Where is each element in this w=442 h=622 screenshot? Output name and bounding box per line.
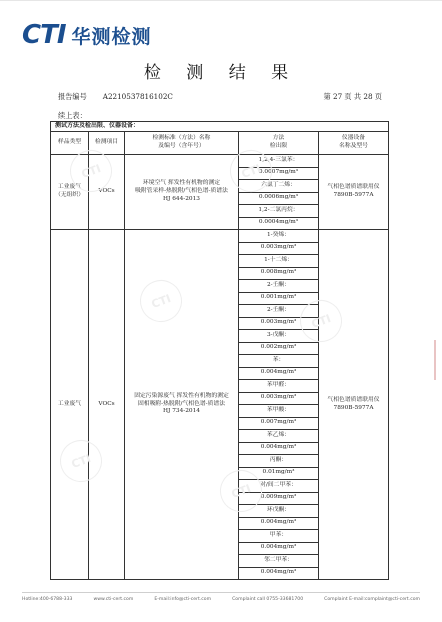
detection-limit-cell: 对/间二甲苯： (239, 480, 319, 493)
detection-limit-cell: 苯乙烯： (239, 430, 319, 443)
header-item: 检测项目 (89, 132, 125, 155)
footer-email: E-mail:info@cti-cert.com (154, 597, 212, 602)
header-standard: 检测标准（方法）名称 及编号（含年号） (125, 132, 239, 155)
table-header-row (51, 132, 389, 155)
detection-limit-cell: 0.0007mg/m³ (239, 167, 319, 180)
table-row (51, 155, 389, 168)
cti-watermark: CTI (294, 294, 348, 348)
report-number-value: A2210537816102C (102, 92, 173, 101)
detection-limit-cell: 0.004mg/m³ (239, 567, 319, 580)
footer-complaint-call: Complaint call 0755-33681700 (232, 597, 304, 602)
test-item-cell: VOCs (89, 230, 125, 580)
detection-limit-cell: 0.008mg/m³ (239, 267, 319, 280)
footer-complaint-email: Complaint E-mail:complaint@cti-cert.com (324, 597, 420, 602)
continued-label: 续上表： (58, 111, 87, 120)
detection-limit-cell: 0.003mg/m³ (239, 392, 319, 405)
test-item-cell: VOCs (89, 155, 125, 230)
instrument-cell: 气相色谱质谱联用仪 7890B-5977A (319, 230, 389, 580)
standard-cell: 环境空气 挥发性有机物的测定 吸附管采样-热脱附/气相色谱-质谱法 HJ 644-2013 (125, 155, 239, 230)
sample-type-cell: 工业废气 （无组织） (51, 155, 89, 230)
detection-limit-cell: 0.003mg/m³ (239, 317, 319, 330)
page-indicator: 第 27 页 共 28 页 (323, 92, 382, 101)
detection-limit-cell: 0.0006mg/m³ (239, 192, 319, 205)
detection-limit-cell: 0.003mg/m³ (239, 242, 319, 255)
report-number-label: 报告编号 (58, 92, 87, 101)
cti-watermark: CTI (64, 144, 118, 198)
section-title: 测试方法及检出限、仪器设备： (51, 122, 389, 132)
cti-watermark: CTI (134, 274, 188, 328)
document-title: 检 测 结 果 (143, 63, 299, 83)
cti-watermark: CTI (54, 434, 108, 488)
footer-hotline: Hotline:400-6788-333 (22, 597, 73, 602)
detection-limit-cell: 2-壬酮： (239, 305, 319, 318)
detection-limit-cell: 丙酮： (239, 455, 319, 468)
header-method: 方法 检出限 (239, 132, 319, 155)
detection-limit-cell: 1-癸烯： (239, 230, 319, 243)
detection-limit-cell: 苯甲醛： (239, 380, 319, 393)
cti-watermark: CTI (214, 464, 268, 518)
group2-rows (51, 230, 389, 580)
detection-limit-cell: 邻二甲苯： (239, 555, 319, 568)
page-top-border (0, 0, 442, 1)
detection-limit-cell: 环戊酮： (239, 505, 319, 518)
company-logo (22, 20, 152, 50)
detection-limit-cell: 0.004mg/m³ (239, 542, 319, 555)
detection-limit-cell: 苯甲酸： (239, 405, 319, 418)
table-row (51, 230, 389, 243)
group1-rows (51, 155, 389, 230)
detection-limit-cell: 0.001mg/m³ (239, 292, 319, 305)
table-section-header (51, 122, 389, 132)
detection-limit-cell: 0.0004mg/m³ (239, 217, 319, 230)
page-footer (22, 597, 420, 602)
test-method-table (50, 121, 389, 580)
detection-limit-cell: 3-戊酮： (239, 330, 319, 343)
detection-limit-cell: 0.004mg/m³ (239, 367, 319, 380)
detection-limit-cell: 0.009mg/m³ (239, 492, 319, 505)
header-instrument: 仪器设备 名称及型号 (319, 132, 389, 155)
detection-limit-cell: 甲苯： (239, 530, 319, 543)
detection-limit-cell: 苯： (239, 355, 319, 368)
logo-latin-text: CTI (22, 20, 66, 50)
detection-limit-cell: 1,2-二氯丙烷： (239, 205, 319, 218)
detection-limit-cell: 0.002mg/m³ (239, 342, 319, 355)
footer-website: www.cti-cert.com (93, 597, 134, 602)
detection-limit-cell: 六氯丁二烯： (239, 180, 319, 193)
sample-type-cell: 工业废气 (51, 230, 89, 580)
detection-limit-cell: 0.004mg/m³ (239, 442, 319, 455)
instrument-cell: 气相色谱质谱联用仪 7890B-5977A (319, 155, 389, 230)
detection-limit-cell: 0.004mg/m³ (239, 517, 319, 530)
logo-chinese-text: 华测检测 (71, 25, 152, 48)
detection-limit-cell: 1,2,4-三氯苯： (239, 155, 319, 168)
cti-watermark: CTI (224, 144, 278, 198)
footer-divider (22, 592, 420, 593)
detection-limit-cell: 2-壬酮： (239, 280, 319, 293)
header-sample-type: 样品类型 (51, 132, 89, 155)
detection-limit-cell: 0.007mg/m³ (239, 417, 319, 430)
report-number (58, 92, 173, 102)
standard-cell: 固定污染源废气 挥发性有机物的测定 固相吸附-热脱附/气相色谱-质谱法 HJ 734-2014 (125, 230, 239, 580)
detection-limit-cell: 1-十二烯： (239, 255, 319, 268)
detection-limit-cell: 0.01mg/m³ (239, 467, 319, 480)
side-stamp-mark (434, 340, 436, 380)
